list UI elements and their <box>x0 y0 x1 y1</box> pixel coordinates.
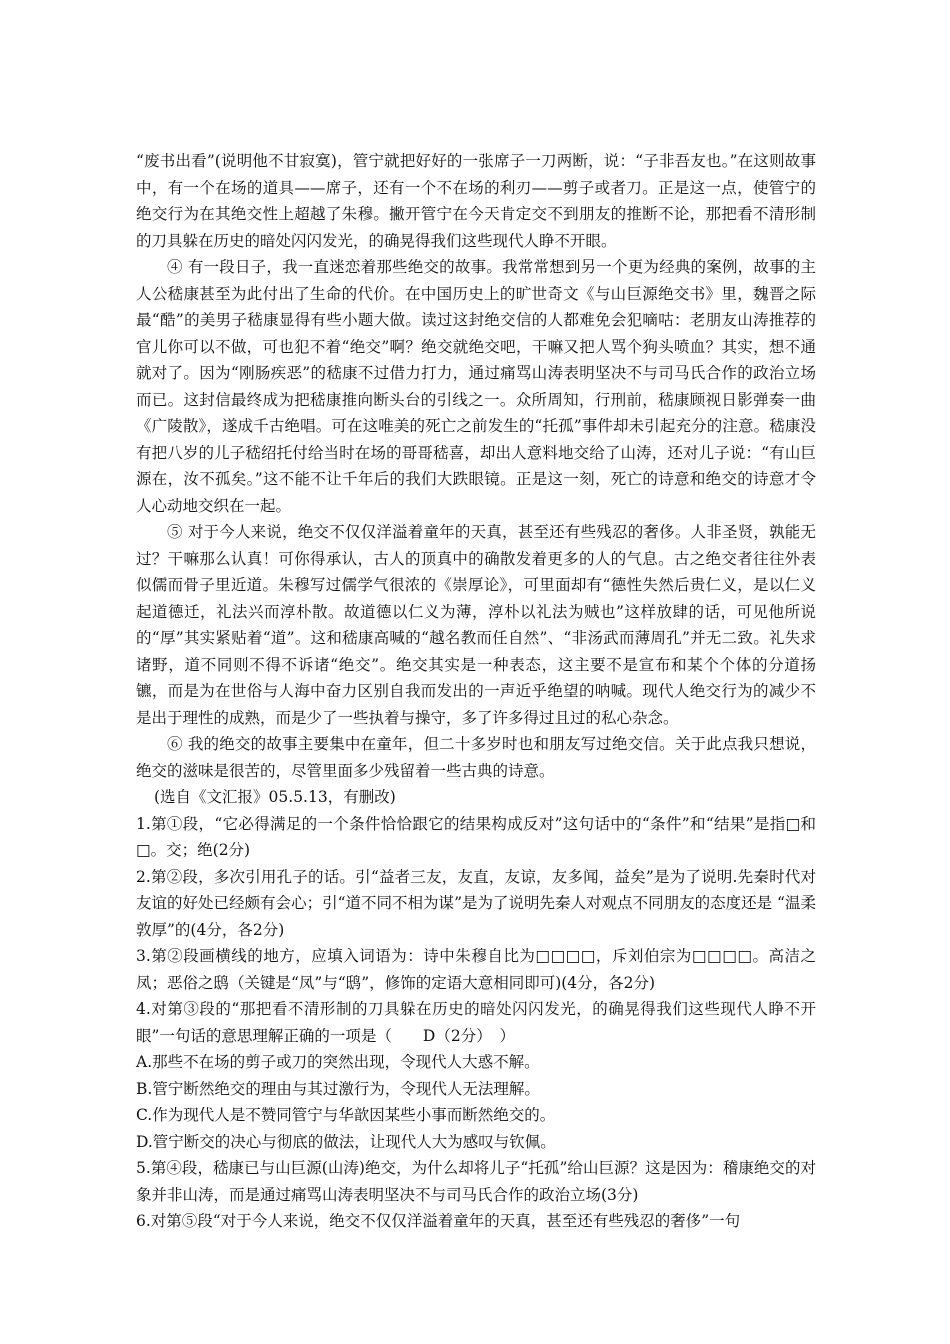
question-4-option-a: A.那些不在场的剪子或刀的突然出现，令现代人大惑不解。 <box>136 1053 540 1071</box>
paragraph-6: ⑥ 我的绝交的故事主要集中在童年，但二十多岁时也和朋友写过绝交信。关于此点我只想说，绝交的滋味是很苦的，尽管里面多少残留着一些古典的诗意。 <box>136 735 816 780</box>
paragraph-4: ④ 有一段日子，我一直迷恋着那些绝交的故事。我常常想到另一个更为经典的案例，故事的主人公嵇康甚至为此付出了生命的代价。在中国历史上的旷世奇文《与山巨源绝交书》里，魏晋之际最“酷”的美男子嵇康显得有些小题大做。读过这封绝交信的人都难免会犯嘀咕：老朋友山涛推荐的官儿你可以不做，可也犯不着“绝交”啊？绝交就绝交吧，干嘛又把人骂个狗头喷血？其实，想不通就对了。因为“刚肠疾恶”的嵇康不过借力打力，通过痛骂山涛表明坚决不与司马氏合作的政治立场而已。这封信最终成为把嵇康推向断头台的引线之一。众所周知，行刑前，嵇康顾视日影弹奏一曲《广陵散》，遂成千古绝唱。可在这唯美的死亡之前发生的“托孤”事件却未引起充分的注意。嵇康没有把八岁的儿子嵇绍托付给当时在场的哥哥嵇喜，却出人意料地交给了山涛，还对儿子说：“有山巨源在，汝不孤矣。”这不能不让千年后的我们大跌眼镜。正是这一刻，死亡的诗意和绝交的诗意才令人心动地交织在一起。 <box>136 258 816 515</box>
question-4: 4.对第③段的“那把看不清形制的刀具躲在历史的暗处闪闪发光，的确晃得我们这些现代人睁不开眼”一句话的意思理解正确的一项是（ D（2分） ） <box>136 1000 816 1045</box>
question-4-option-b: B.管宁断然绝交的理由与其过激行为，令现代人无法理解。 <box>136 1079 540 1098</box>
paragraph-3-continued: “废书出看”(说明他不甘寂寞)，管宁就把好好的一张席子一刀两断，说：“子非吾友也。”在这则故事中，有一个在场的道具——席子，还有一个不在场的利刃——剪子或者刀。正是这一点，使管宁的绝交行为在其绝交性上超越了朱穆。撇开管宁在今天肯定交不到朋友的推断不论，那把看不清形制的刀具躲在历史的暗处闪闪发光，的确晃得我们这些现代人睁不开眼。 <box>136 152 816 250</box>
paragraph-5: ⑤ 对于今人来说，绝交不仅仅洋溢着童年的天真，甚至还有些残忍的奢侈。人非圣贤，孰能无过？干嘛那么认真！可你得承认，古人的顶真中的确散发着更多的人的气息。古之绝交者往往外表似儒而骨子里近道。朱穆写过儒学气很浓的《崇厚论》，可里面却有“德性失然后贵仁义，是以仁义起道德迁，礼法兴而淳朴散。故道德以仁义为薄，淳朴以礼法为贼也”这样放肆的话，可见他所说的“厚”其实紧贴着“道”。这和嵇康高喊的“越名教而任自然”、“非汤武而薄周孔”并无二致。礼失求诸野，道不同则不得不诉诸“绝交”。绝交其实是一种表态，这主要不是宣布和某个个体的分道扬镳，而是为在世俗与人海中奋力区别自我而发出的一声近乎绝望的呐喊。现代人绝交行为的减少不是出于理性的成熟，而是少了一些执着与操守，多了许多得过且过的私心杂念。 <box>136 523 816 727</box>
document-page <box>136 148 816 1235</box>
source-citation: (选自《文汇报》05.5.13，有删改) <box>154 788 396 806</box>
question-1: 1.第①段，“它必得满足的一个条件恰恰跟它的结果构成反对”这句话中的“条件”和“结果”是指□和□。交；绝(2分) <box>136 814 816 859</box>
question-2: 2.第②段，多次引用孔子的话。引“益者三友，友直，友谅，友多闻，益矣”是为了说明.先秦时代对友谊的好处已经颇有会心；引“道不同不相为谋”是为了说明先秦人对观点不同朋友的态度还是 “温柔敦厚”的(4分，各2分) <box>136 867 816 939</box>
question-4-option-c: C.作为现代人是不赞同管宁与华歆因某些小事而断然绝交的。 <box>136 1106 556 1124</box>
question-6: 6.对第⑤段“对于今人来说，绝交不仅仅洋溢着童年的天真，甚至还有些残忍的奢侈”一句 <box>136 1212 741 1230</box>
question-3: 3.第②段画横线的地方，应填入词语为：诗中朱穆自比为□□□□，斥刘伯宗为□□□□。高洁之凤；恶俗之鸱（关键是“凤”与“鸱”，修饰的定语大意相同即可)(4分，各2分) <box>136 947 816 992</box>
question-5: 5.第④段，嵇康已与山巨源(山涛)绝交，为什么却将儿子“托孤”给山巨源？这是因为：稽康绝交的对象并非山涛，而是通过痛骂山涛表明坚决不与司马氏合作的政治立场(3分) <box>136 1159 816 1204</box>
question-4-option-d: D.管宁断交的决心与彻底的做法，让现代人大为感叹与钦佩。 <box>136 1132 556 1151</box>
